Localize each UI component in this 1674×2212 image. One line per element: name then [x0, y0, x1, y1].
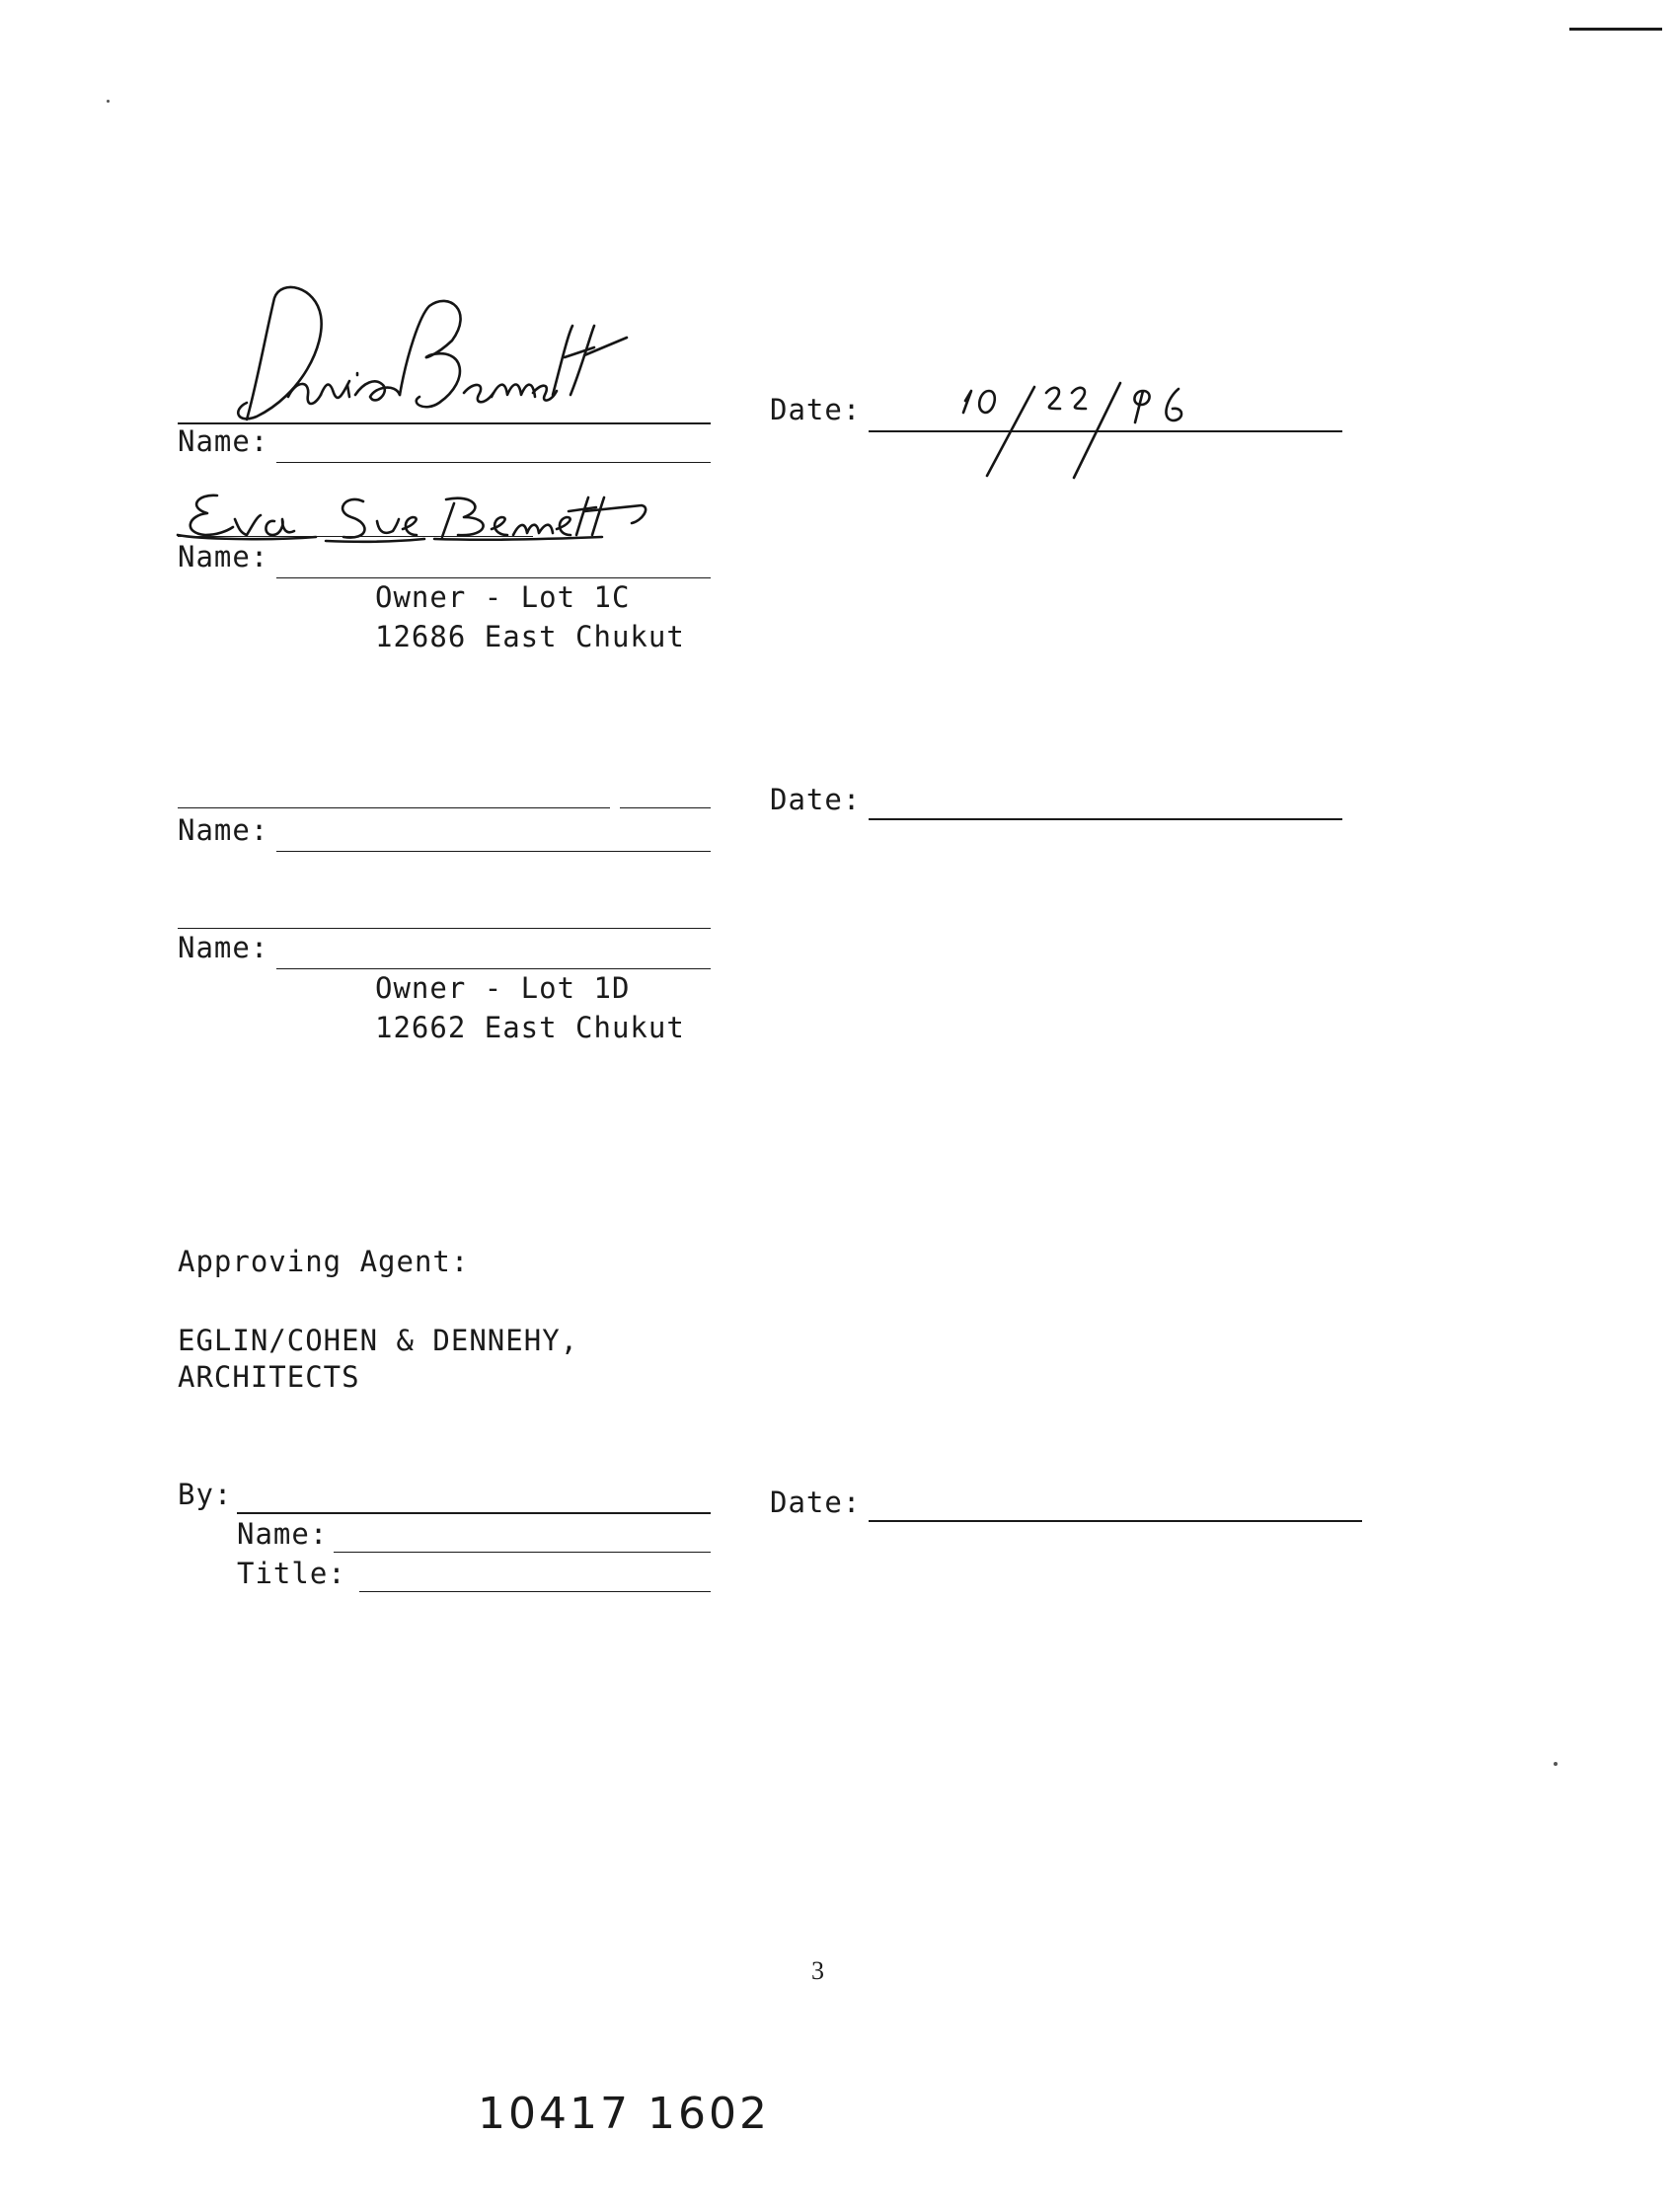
address-lot-1c: 12686 East Chukut	[375, 620, 685, 653]
owner-lot-1d: Owner - Lot 1D	[375, 971, 631, 1005]
signature-line-2	[178, 536, 533, 537]
date-field-line-3	[869, 1520, 1362, 1522]
approver-title-field-line	[359, 1591, 711, 1592]
name-field-line-3	[276, 851, 711, 852]
name-field-line-4	[276, 968, 711, 969]
firm-name-line-1: EGLIN/COHEN & DENNEHY,	[178, 1324, 579, 1357]
by-field-line	[237, 1512, 711, 1514]
signature-line-3a	[178, 807, 610, 808]
record-stamp: 10417 1602	[478, 2089, 770, 2139]
approver-name-label: Name:	[237, 1517, 329, 1551]
date-label-3: Date:	[770, 1486, 862, 1519]
owner-lot-1c: Owner - Lot 1C	[375, 580, 631, 614]
date-field-line-2	[869, 818, 1342, 820]
name-label-3: Name:	[178, 813, 269, 847]
signature-line-4	[178, 928, 711, 929]
signature-line-3b	[620, 807, 711, 808]
firm-name-line-2: ARCHITECTS	[178, 1360, 360, 1394]
address-lot-1d: 12662 East Chukut	[375, 1011, 685, 1044]
approving-agent-heading: Approving Agent:	[178, 1245, 470, 1278]
name-label-4: Name:	[178, 931, 269, 964]
name-label-2: Name:	[178, 540, 269, 573]
by-label: By:	[178, 1478, 233, 1511]
scan-speck	[107, 100, 110, 103]
approver-name-field-line	[334, 1552, 711, 1553]
name-field-line-2	[276, 577, 711, 578]
signature-david-bennett	[227, 286, 671, 434]
handwritten-date	[957, 379, 1224, 488]
scan-speck	[1554, 1762, 1558, 1766]
approver-title-label: Title:	[237, 1557, 346, 1590]
name-field-line-1	[276, 462, 711, 463]
page-number: 3	[811, 1956, 825, 1985]
date-label-2: Date:	[770, 783, 862, 816]
name-label-1: Name:	[178, 424, 269, 458]
scan-mark	[1569, 28, 1662, 31]
date-label-1: Date:	[770, 393, 862, 426]
